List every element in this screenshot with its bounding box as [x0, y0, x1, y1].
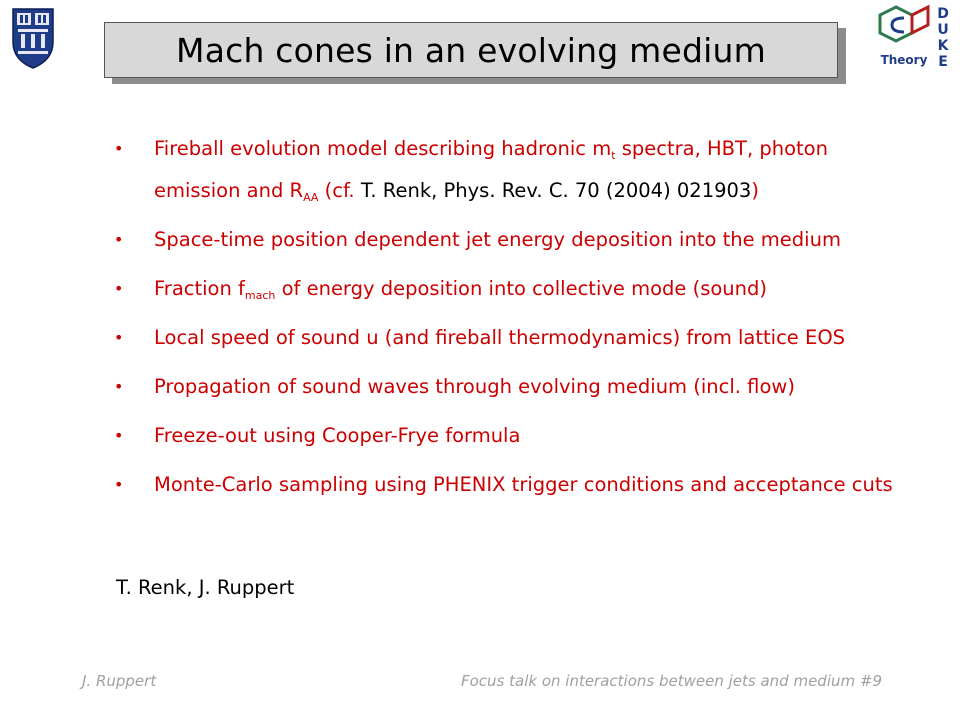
bullet-item-jet-energy — [108, 219, 898, 261]
bullet-marker: • — [114, 328, 124, 347]
university-crest-logo — [10, 6, 56, 70]
svg-text:E: E — [938, 54, 948, 70]
bullet-item-monte-carlo — [108, 464, 898, 506]
bullet-text: Freeze-out using Cooper-Frye formula — [154, 424, 521, 447]
bullet-text: Local speed of sound u (and fireball thermodynamics) from lattice EOS — [154, 326, 846, 349]
bullet-text: Propagation of sound waves through evolving medium (incl. flow) — [154, 375, 795, 398]
bullet-text: Monte-Carlo sampling using PHENIX trigger conditions and acceptance cuts — [154, 473, 893, 496]
bullet-marker: • — [114, 377, 124, 396]
svg-text:K: K — [937, 38, 949, 54]
bullet-text: of energy deposition into collective mode (sound) — [275, 277, 767, 300]
bullet-item-speed-of-sound — [108, 317, 898, 359]
subscript: mach — [244, 289, 276, 302]
svg-text:U: U — [937, 22, 949, 38]
bullet-marker: • — [114, 426, 124, 445]
bullet-marker: • — [114, 475, 124, 494]
bullet-marker: • — [114, 230, 124, 249]
footer-presenter: J. Ruppert — [82, 672, 157, 690]
authors: T. Renk, J. Ruppert — [116, 576, 295, 599]
bullet-item-freeze-out — [108, 415, 898, 457]
title-box — [104, 22, 838, 78]
bullet-text: Fireball evolution model describing hadronic m — [154, 137, 612, 160]
bullet-list — [108, 128, 898, 513]
slide-title: Mach cones in an evolving medium — [176, 30, 766, 70]
bullet-text: Fraction f — [154, 277, 245, 300]
footer-talk-info: Focus talk on interactions between jets and medium #9 — [460, 672, 882, 690]
bullet-marker: • — [114, 279, 124, 298]
bullet-item-fraction — [108, 268, 898, 310]
bullet-item-propagation — [108, 366, 898, 408]
svg-text:Theory: Theory — [880, 53, 928, 67]
svg-text:D: D — [937, 6, 949, 22]
bullet-marker: • — [114, 139, 124, 158]
citation: T. Renk, Phys. Rev. C. 70 (2004) 021903 — [360, 179, 752, 202]
subscript: t — [611, 149, 616, 162]
subscript: AA — [303, 191, 319, 204]
duke-theory-logo — [878, 4, 954, 70]
bullet-text: ) — [751, 179, 759, 202]
bullet-text: emission and R — [154, 179, 304, 202]
bullet-text: Space-time position dependent jet energy deposition into the medium — [154, 228, 841, 251]
bullet-item-fireball — [108, 128, 898, 212]
bullet-text: (cf. — [318, 179, 361, 202]
bullet-text: spectra, HBT, photon — [615, 137, 828, 160]
